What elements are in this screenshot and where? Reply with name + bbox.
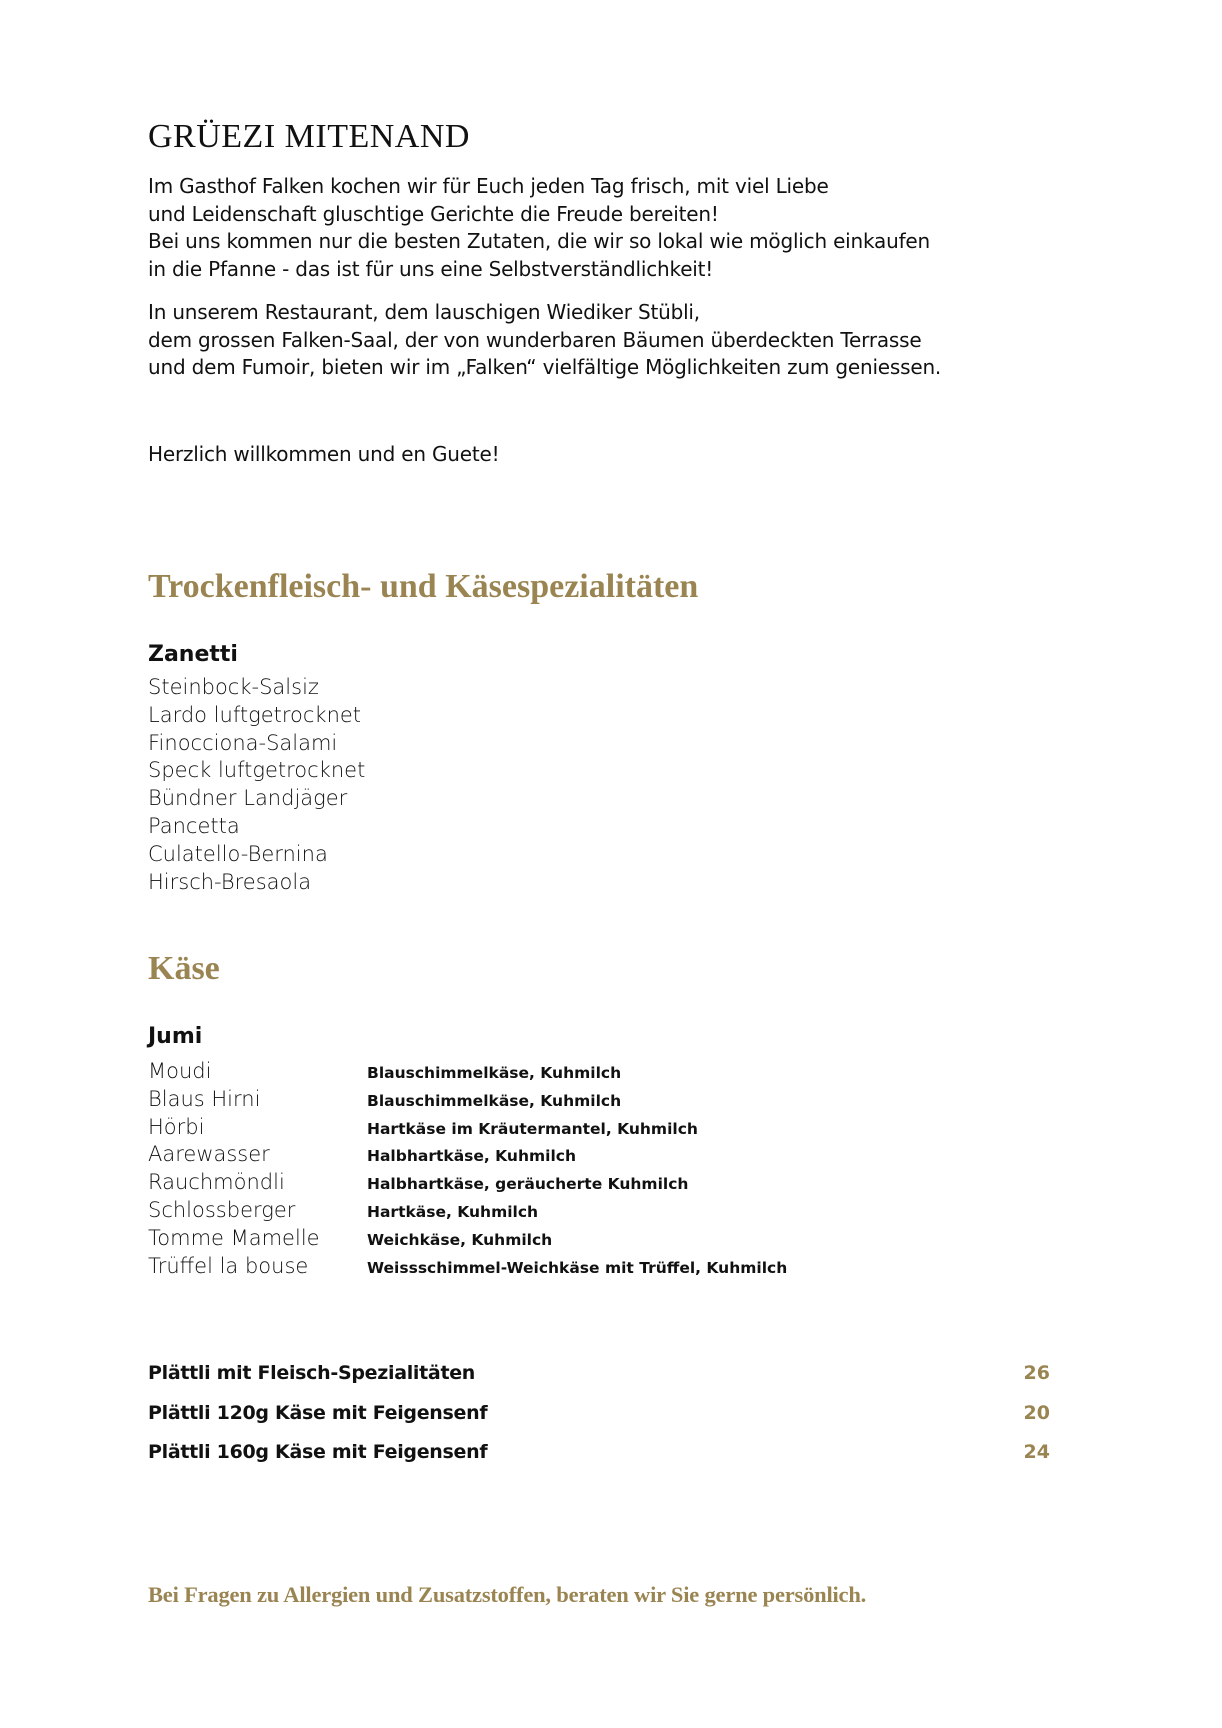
cheese-name: Blaus Hirni: [148, 1086, 261, 1111]
cheese-description: Hartkäse im Kräutermantel, Kuhmilch: [367, 1119, 698, 1138]
list-item: Steinbock-Salsiz: [148, 675, 319, 699]
platter-price: 26: [1023, 1362, 1050, 1384]
producer-name-zanetti: Zanetti: [148, 642, 238, 667]
list-item: Lardo luftgetrocknet: [148, 702, 362, 727]
welcome-line: Herzlich willkommen und en Guete!: [148, 442, 500, 466]
intro-line: In unserem Restaurant, dem lauschigen Wiediker Stübli,: [148, 300, 700, 324]
list-item: Pancetta: [148, 813, 240, 838]
producer-name-jumi: Jumi: [148, 1024, 203, 1049]
list-item: Finocciona-Salami: [148, 730, 338, 755]
intro-line: dem grossen Falken-Saal, der von wunderbaren Bäumen überdeckten Terrasse: [148, 327, 922, 352]
cheese-description: Halbhartkäse, Kuhmilch: [367, 1147, 576, 1166]
section-heading-cheese: Käse: [148, 950, 220, 987]
platter-row: [148, 1402, 1050, 1442]
cheese-row: [148, 1059, 787, 1087]
cheese-row: [148, 1087, 787, 1115]
intro-line: und dem Fumoir, bieten wir im „Falken“ vielfältige Möglichkeiten zum geniessen.: [148, 355, 942, 379]
platter-name: Plättli 160g Käse mit Feigensenf: [148, 1441, 488, 1463]
platter-row: [148, 1441, 1050, 1481]
cheese-row: [148, 1226, 787, 1254]
cheese-row: [148, 1142, 787, 1170]
intro-paragraph-3: [148, 441, 499, 469]
cheese-list: [148, 1059, 787, 1281]
cheese-row: [148, 1115, 787, 1143]
list-item: Hirsch-Bresaola: [148, 869, 312, 894]
list-item: Bündner Landjäger: [148, 786, 348, 811]
allergy-note: Bei Fragen zu Allergien und Zusatzstoffen, beraten wir Sie gerne persönlich.: [148, 1582, 867, 1607]
cheese-description: Weissschimmel-Weichkäse mit Trüffel, Kuhmilch: [367, 1258, 788, 1277]
platter-name: Plättli 120g Käse mit Feigensenf: [148, 1401, 488, 1424]
cheese-name: Moudi: [148, 1059, 212, 1083]
platter-row: [148, 1362, 1050, 1402]
cheese-name: Trüffel la bouse: [148, 1253, 309, 1278]
intro-line: Im Gasthof Falken kochen wir für Euch jeden Tag frisch, mit viel Liebe: [148, 174, 829, 198]
list-item: Culatello-Bernina: [148, 841, 328, 866]
platter-price: 24: [1023, 1441, 1050, 1463]
cheese-row: [148, 1254, 787, 1282]
cheese-row: [148, 1170, 787, 1198]
cheese-description: Hartkäse, Kuhmilch: [367, 1202, 539, 1221]
cheese-name: Hörbi: [148, 1114, 205, 1139]
section-heading-meat: Trockenfleisch- und Käsespezialitäten: [148, 568, 699, 605]
cheese-description: Halbhartkäse, geräucherte Kuhmilch: [367, 1175, 689, 1194]
intro-line: in die Pfanne - das ist für uns eine Selbstverständlichkeit!: [148, 256, 714, 281]
intro-line: Bei uns kommen nur die besten Zutaten, die wir so lokal wie möglich einkaufen: [148, 229, 931, 253]
cheese-description: Blauschimmelkäse, Kuhmilch: [367, 1091, 622, 1110]
cheese-description: Weichkäse, Kuhmilch: [367, 1230, 553, 1249]
platter-price: 20: [1023, 1401, 1050, 1424]
page-title: GRÜEZI MITENAND: [148, 118, 470, 155]
cheese-name: Aarewasser: [148, 1142, 270, 1167]
platter-name: Plättli mit Fleisch-Spezialitäten: [148, 1362, 476, 1384]
intro-paragraph-2: [148, 299, 941, 382]
intro-line: und Leidenschaft gluschtige Gerichte die Freude bereiten!: [148, 201, 719, 226]
list-item: Speck luftgetrocknet: [148, 758, 366, 783]
cheese-description: Blauschimmelkäse, Kuhmilch: [367, 1064, 622, 1082]
cheese-name: Rauchmöndli: [148, 1170, 285, 1195]
cheese-name: Schlossberger: [148, 1197, 296, 1222]
intro-paragraph-1: [148, 173, 930, 283]
cheese-name: Tomme Mamelle: [148, 1225, 320, 1250]
cheese-row: [148, 1198, 787, 1226]
platter-price-list: [148, 1362, 1050, 1481]
meat-list: [148, 674, 365, 896]
